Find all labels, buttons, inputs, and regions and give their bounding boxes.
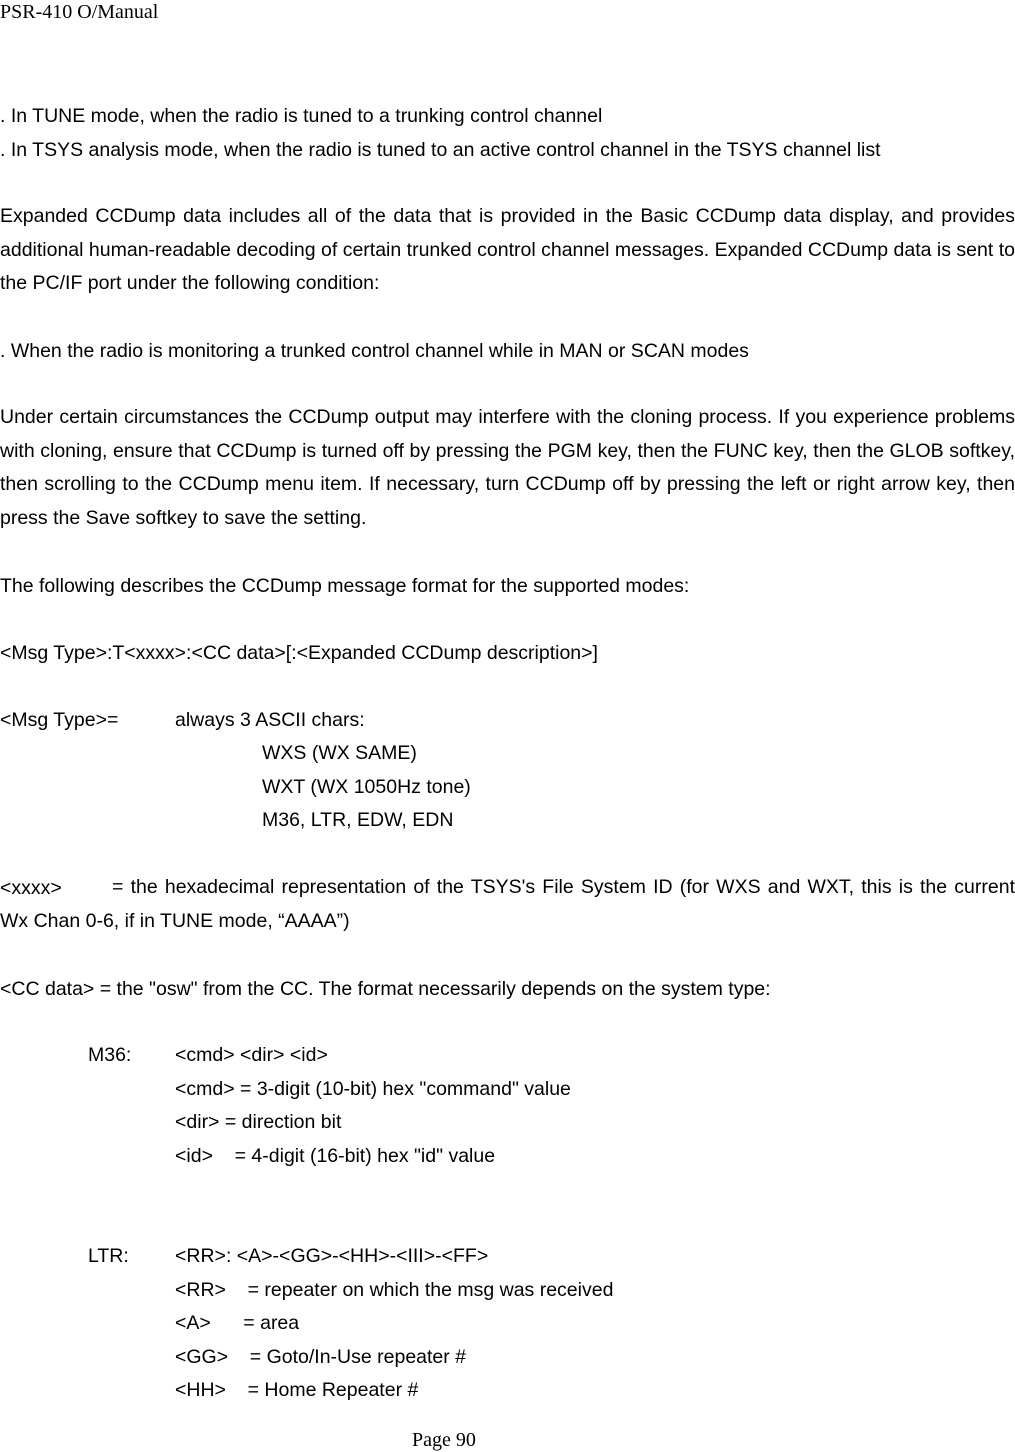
bullet-monitoring: . When the radio is monitoring a trunked control channel while in MAN or SCAN modes: [0, 340, 749, 362]
xxxx-description: = the hexadecimal representation of the TSYS's File System ID (for WXS and WXT, this is the current Wx Chan 0-6, if in TUNE mode, “AAAA”): [0, 876, 1015, 932]
msg-type-value: M36, LTR, EDW, EDN: [262, 809, 454, 831]
xxxx-label: <xxxx>: [0, 877, 62, 899]
page-number: Page 90: [412, 1429, 476, 1451]
ltr-line: <GG> = Goto/In-Use repeater #: [175, 1346, 467, 1368]
page-header: PSR-410 O/Manual: [0, 1, 159, 23]
paragraph-expanded-ccdump: Expanded CCDump data includes all of the data that is provided in the Basic CCDump data display, and provides additional human-readable decoding of certain trunked control channel messages. Expanded CCDump data is sent to the PC/IF port under the following condition:: [0, 205, 1015, 295]
ltr-line: <A> = area: [175, 1312, 300, 1334]
ltr-line: <RR>: <A>-<GG>-<HH>-<III>-<FF>: [175, 1245, 489, 1267]
format-line: <Msg Type>:T<xxxx>:<CC data>[:<Expanded CCDump description>]: [0, 642, 598, 664]
msg-type-value: WXT (WX 1050Hz tone): [262, 776, 471, 798]
msg-type-label: <Msg Type>=: [0, 709, 119, 731]
m36-line: <cmd> <dir> <id>: [175, 1044, 328, 1066]
m36-line: <cmd> = 3-digit (10-bit) hex "command" value: [175, 1078, 571, 1100]
ltr-line: <RR> = repeater on which the msg was received: [175, 1279, 614, 1301]
m36-line: <dir> = direction bit: [175, 1111, 342, 1133]
msg-type-desc: always 3 ASCII chars:: [175, 709, 365, 731]
m36-line: <id> = 4-digit (16-bit) hex "id" value: [175, 1145, 496, 1167]
paragraph-cloning: Under certain circumstances the CCDump output may interfere with the cloning process. If you experience problems with cloning, ensure that CCDump is turned off by pressing the PGM key, then the FUNC key, then the GLOB softkey, then scrolling to the CCDump menu item. If necessary, turn CCDump off by pressing the left or right arrow key, then press the Save softkey to save the setting.: [0, 406, 1015, 530]
ltr-label: LTR:: [88, 1245, 129, 1267]
m36-label: M36:: [88, 1044, 132, 1066]
msg-type-value: WXS (WX SAME): [262, 742, 417, 764]
ltr-line: <HH> = Home Repeater #: [175, 1379, 419, 1401]
bullet-tune-mode: . In TUNE mode, when the radio is tuned to a trunking control channel: [0, 105, 603, 127]
format-intro: The following describes the CCDump message format for the supported modes:: [0, 575, 690, 597]
bullet-tsys-mode: . In TSYS analysis mode, when the radio is tuned to an active control channel in the TSYS channel list: [0, 139, 881, 161]
cc-data-description: <CC data> = the "osw" from the CC. The format necessarily depends on the system type:: [0, 978, 771, 1000]
